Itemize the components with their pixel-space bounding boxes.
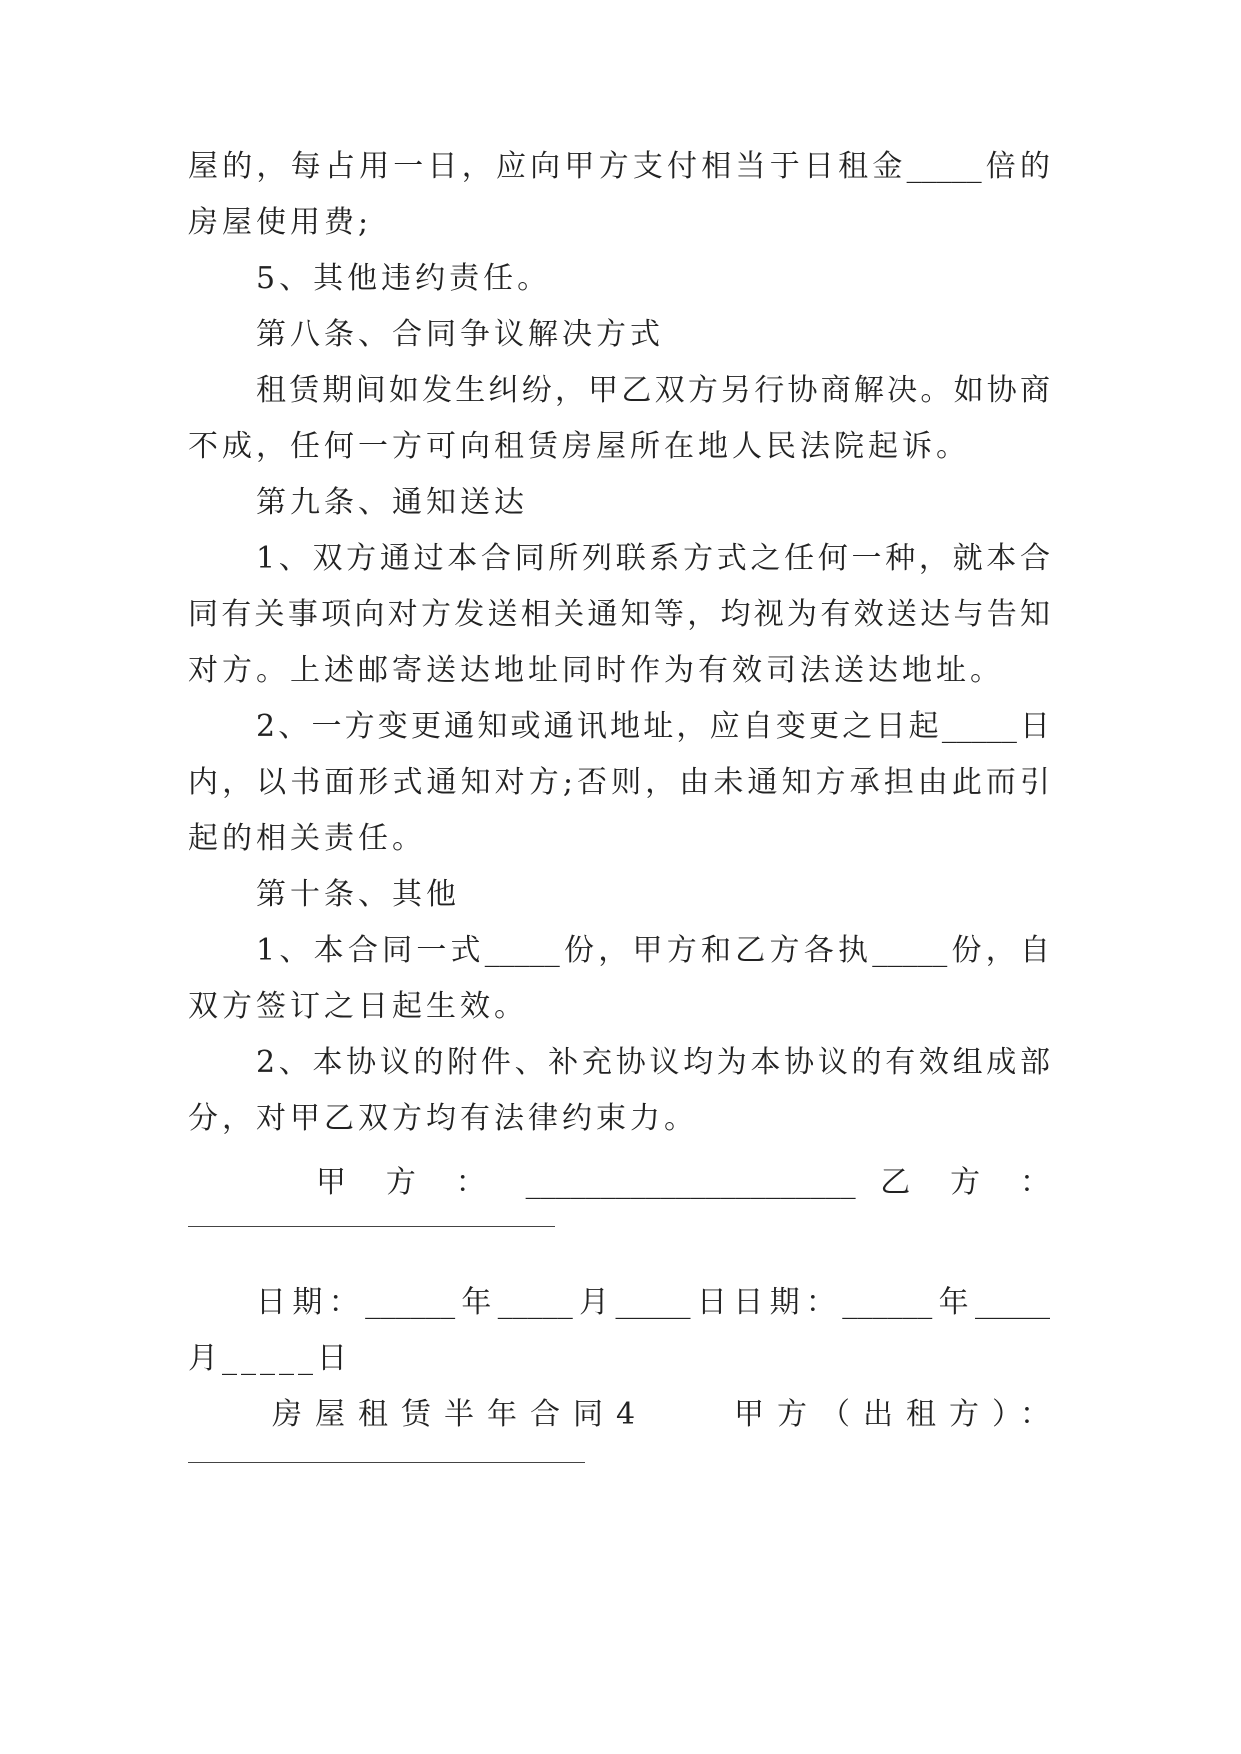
- paragraph-line: 屋的，每占用一日，应向甲方支付相当于日租金_____倍的: [188, 149, 1050, 184]
- clause-item: 1、本合同一式_____份，甲方和乙方各执_____份，自: [256, 933, 1050, 968]
- article-heading: 第九条、通知送达: [256, 485, 528, 520]
- article-heading: 第八条、合同争议解决方式: [256, 317, 664, 352]
- signature-line-parties: 甲 方 ： ______________________ 乙 方 ：: [316, 1165, 1050, 1200]
- paragraph-line: 房屋使用费;: [188, 205, 373, 240]
- signature-blank-line: [188, 1226, 555, 1227]
- clause-item: 5、其他违约责任。: [256, 261, 552, 296]
- paragraph-line: 分，对甲乙双方均有法律约束力。: [188, 1101, 698, 1136]
- clause-item: 1、双方通过本合同所列联系方式之任何一种，就本合: [256, 541, 1050, 576]
- paragraph-line: 同有关事项向对方发送相关通知等，均视为有效送达与告知: [188, 597, 1050, 632]
- date-line: 月_____日: [188, 1341, 351, 1376]
- paragraph-line: 不成，任何一方可向租赁房屋所在地人民法院起诉。: [188, 429, 970, 464]
- signature-blank-line: [188, 1462, 585, 1463]
- date-line: 日期：______年_____月_____日日期：______年_____: [256, 1285, 1050, 1320]
- paragraph-line: 租赁期间如发生纠纷，甲乙双方另行协商解决。如协商: [256, 373, 1050, 408]
- paragraph-line: 双方签订之日起生效。: [188, 989, 528, 1024]
- clause-item: 2、一方变更通知或通讯地址，应自变更之日起_____日: [256, 709, 1050, 744]
- next-contract-title-line: 房屋租赁半年合同4 甲方（出租方）：: [272, 1397, 1050, 1432]
- article-heading: 第十条、其他: [256, 877, 460, 912]
- paragraph-line: 对方。上述邮寄送达地址同时作为有效司法送达地址。: [188, 653, 1004, 688]
- paragraph-line: 起的相关责任。: [188, 821, 426, 856]
- paragraph-line: 内，以书面形式通知对方;否则，由未通知方承担由此而引: [188, 765, 1050, 800]
- clause-item: 2、本协议的附件、补充协议均为本协议的有效组成部: [256, 1045, 1050, 1080]
